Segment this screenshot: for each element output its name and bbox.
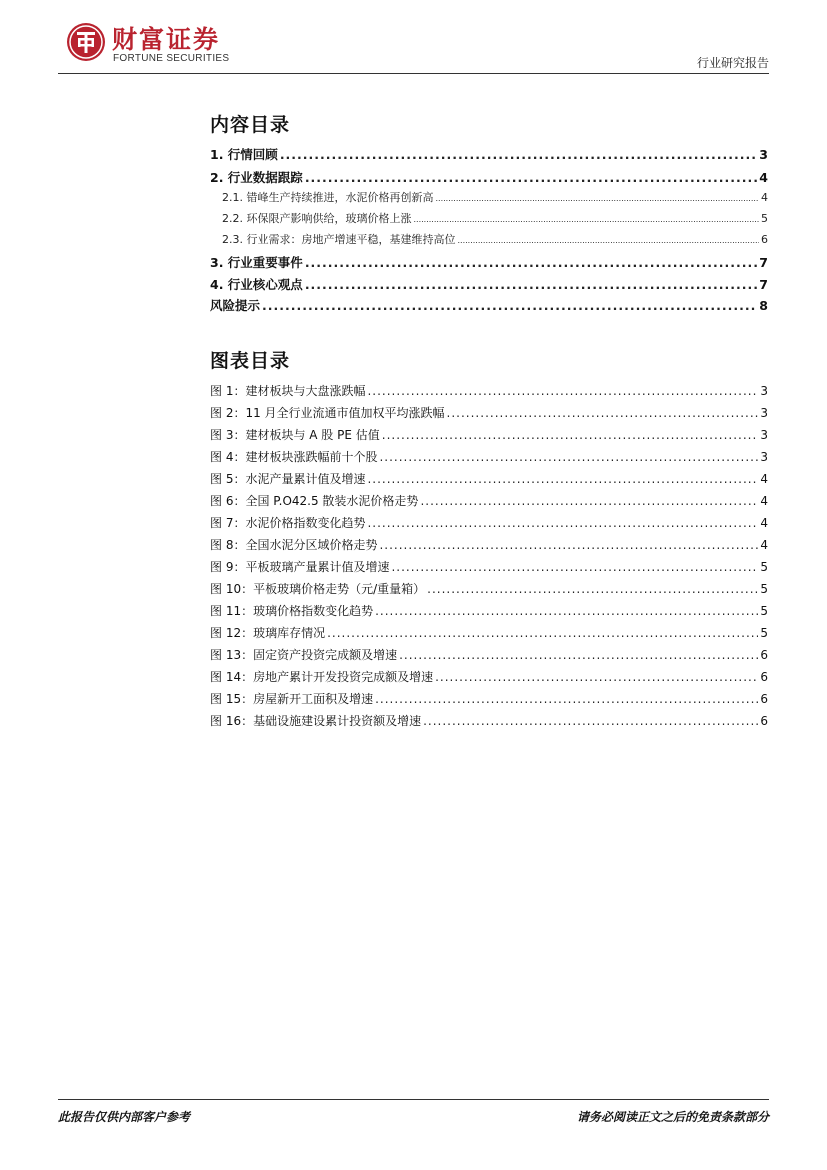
dot-leader	[367, 471, 758, 487]
figure-entry-page: 6	[760, 648, 768, 662]
figure-entry-page: 4	[760, 494, 768, 508]
toc-entry-page: 4	[759, 170, 768, 185]
toc-entry[interactable]	[210, 298, 768, 314]
figure-entry-text: 图 9：平板玻璃产量累计值及增速	[210, 560, 390, 574]
toc-entry-page: 7	[759, 255, 768, 270]
figure-entry[interactable]	[210, 581, 768, 597]
figure-entry-text: 图 11：玻璃价格指数变化趋势	[210, 604, 374, 618]
seal-logo-icon	[66, 22, 106, 62]
toc-subentry[interactable]	[222, 190, 768, 207]
dot-leader	[391, 559, 758, 575]
dot-leader	[379, 537, 758, 553]
dot-leader	[414, 212, 760, 228]
report-type-label: 行业研究报告	[696, 56, 769, 70]
figure-entry[interactable]	[210, 493, 768, 509]
dot-leader	[427, 581, 758, 597]
dot-leader	[379, 449, 758, 465]
dot-leader	[262, 298, 757, 314]
figure-entry-page: 4	[760, 472, 768, 486]
figure-entry-page: 3	[760, 450, 768, 464]
footer-disclaimer-right: 请务必阅读正文之后的免责条款部分	[576, 1110, 769, 1124]
figure-entry-page: 5	[760, 626, 768, 640]
figures-title: 图表目录	[210, 350, 291, 372]
dot-leader	[305, 170, 757, 186]
figure-entry-text: 图 8：全国水泥分区域价格走势	[210, 538, 378, 552]
figure-entry-page: 4	[760, 516, 768, 530]
toc-entry-text: 4. 行业核心观点	[210, 277, 303, 292]
figure-entry[interactable]	[210, 405, 768, 421]
toc-entry-text: 风险提示	[210, 298, 261, 313]
figure-entry[interactable]	[210, 603, 768, 619]
figure-entry[interactable]	[210, 449, 768, 465]
figure-entry-page: 6	[760, 670, 768, 684]
toc-subentry[interactable]	[222, 232, 768, 249]
figure-entry-text: 图 12：玻璃库存情况	[210, 626, 326, 640]
figure-entry[interactable]	[210, 427, 768, 443]
dot-leader	[436, 191, 760, 207]
figure-entry[interactable]	[210, 537, 768, 553]
footer-divider	[58, 1099, 769, 1100]
figure-entry-text: 图 14：房地产累计开发投资完成额及增速	[210, 670, 434, 684]
toc-entry-page: 6	[761, 233, 768, 246]
dot-leader	[458, 233, 760, 249]
figure-entry-page: 6	[760, 692, 768, 706]
brand-name-en: FORTUNE SECURITIES	[113, 53, 230, 64]
toc-entry-text: 2.3. 行业需求：房地产增速平稳，基建维持高位	[222, 233, 456, 246]
dot-leader	[435, 669, 758, 685]
toc-entry-text: 3. 行业重要事件	[210, 255, 303, 270]
figure-entry-text: 图 5：水泥产量累计值及增速	[210, 472, 366, 486]
figure-entry-page: 3	[760, 384, 768, 398]
figure-entry[interactable]	[210, 691, 768, 707]
dot-leader	[327, 625, 758, 641]
dot-leader	[423, 713, 758, 729]
figure-entry[interactable]	[210, 625, 768, 641]
figure-entry-text: 图 2：11 月全行业流通市值加权平均涨跌幅	[210, 406, 445, 420]
toc-entry-text: 2.1. 错峰生产持续推进，水泥价格再创新高	[222, 191, 434, 204]
toc-subentry[interactable]	[222, 211, 768, 228]
toc-entry[interactable]	[210, 170, 768, 186]
toc-entry-page: 7	[759, 277, 768, 292]
figure-entry[interactable]	[210, 647, 768, 663]
figure-entry-page: 3	[760, 428, 768, 442]
dot-leader	[305, 277, 757, 293]
toc-entry[interactable]	[210, 277, 768, 293]
dot-leader	[305, 255, 757, 271]
figure-entry-text: 图 6：全国 P.O42.5 散装水泥价格走势	[210, 494, 419, 508]
figure-entry-text: 图 15：房屋新开工面积及增速	[210, 692, 374, 706]
dot-leader	[367, 383, 758, 399]
dot-leader	[420, 493, 758, 509]
toc-entry-text: 2.2. 环保限产影响供给，玻璃价格上涨	[222, 212, 412, 225]
figure-entry-text: 图 13：固定资产投资完成额及增速	[210, 648, 398, 662]
figure-entry[interactable]	[210, 559, 768, 575]
toc-entry-text: 1. 行情回顾	[210, 147, 278, 162]
dot-leader	[447, 405, 759, 421]
toc-entry-page: 8	[759, 298, 768, 313]
header-divider	[58, 73, 769, 74]
figure-entry-page: 5	[760, 582, 768, 596]
dot-leader	[367, 515, 758, 531]
figure-entry-page: 4	[760, 538, 768, 552]
dot-leader	[375, 691, 758, 707]
dot-leader	[375, 603, 758, 619]
dot-leader	[280, 147, 757, 163]
figure-entry[interactable]	[210, 669, 768, 685]
figure-entry-text: 图 10：平板玻璃价格走势（元/重量箱）	[210, 582, 426, 596]
figure-entry-page: 5	[760, 604, 768, 618]
toc-entry[interactable]	[210, 255, 768, 271]
figure-entry-page: 5	[760, 560, 768, 574]
toc-entry-page: 4	[761, 191, 768, 204]
dot-leader	[382, 427, 759, 443]
footer-disclaimer-left: 此报告仅供内部客户参考	[58, 1110, 191, 1124]
figure-entry-text: 图 3：建材板块与 A 股 PE 估值	[210, 428, 380, 442]
figure-entry[interactable]	[210, 471, 768, 487]
figure-entry[interactable]	[210, 383, 768, 399]
figure-entry-page: 3	[760, 406, 768, 420]
contents-title: 内容目录	[210, 114, 291, 136]
brand-name-cn: 财富证券	[112, 25, 221, 54]
dot-leader	[399, 647, 758, 663]
toc-entry-page: 3	[759, 147, 768, 162]
figure-entry-page: 6	[760, 714, 768, 728]
figure-entry[interactable]	[210, 515, 768, 531]
figure-entry-text: 图 4：建材板块涨跌幅前十个股	[210, 450, 378, 464]
figure-entry-text: 图 7：水泥价格指数变化趋势	[210, 516, 366, 530]
page-header	[0, 0, 827, 80]
toc-entry-page: 5	[761, 212, 768, 225]
figure-entry[interactable]	[210, 713, 768, 729]
toc-entry-text: 2. 行业数据跟踪	[210, 170, 303, 185]
toc-entry[interactable]	[210, 147, 768, 163]
figure-entry-text: 图 16：基础设施建设累计投资额及增速	[210, 714, 422, 728]
figure-entry-text: 图 1：建材板块与大盘涨跌幅	[210, 384, 366, 398]
